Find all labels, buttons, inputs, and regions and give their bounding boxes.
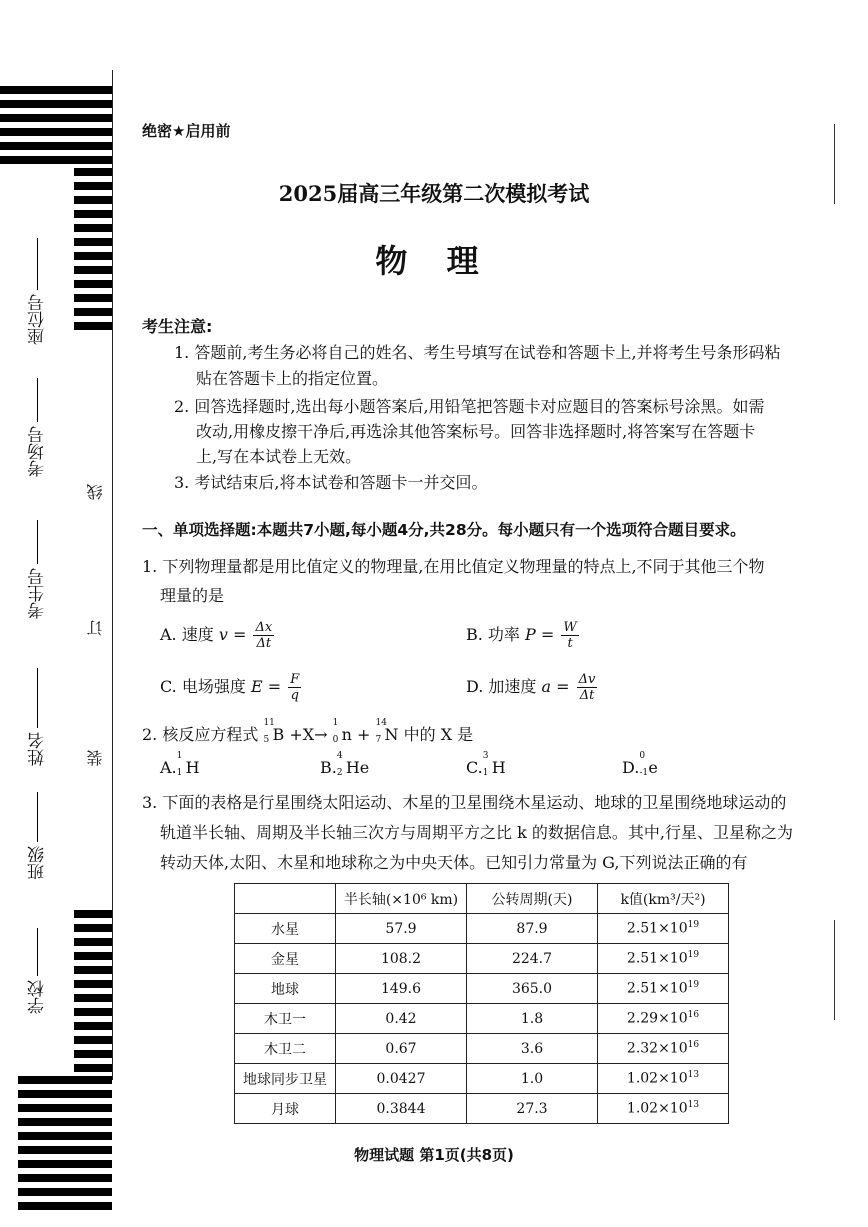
- table-cell-k-value: $2.51\times 10^{19}$: [598, 974, 729, 1004]
- question-2-stem: 2. 核反应方程式 11 5 B +X→ 1 0 n + 14 7 N 中的 X 是: [142, 718, 474, 745]
- barcode-stripe: [0, 142, 112, 150]
- subject-title: 物 理: [375, 242, 493, 280]
- table-cell: 57.9: [336, 914, 467, 944]
- table-cell: 0.67: [336, 1034, 467, 1064]
- table-cell-k-value: $2.32\times 10^{16}$: [598, 1034, 729, 1064]
- table-cell: 1.0: [467, 1064, 598, 1094]
- table-cell: 87.9: [467, 914, 598, 944]
- question-3-stem: 3. 下面的表格是行星围绕太阳运动、木星的卫星围绕木星运动、地球的卫星围绕地球运动的: [142, 793, 787, 812]
- q1-option-d: D. 加速度 a = $\frac{\Delta v}{\Delta t}$: [466, 672, 596, 703]
- barcode-stripe: [74, 1036, 112, 1044]
- table-row: [235, 914, 729, 944]
- orbital-data-table: [234, 883, 729, 1124]
- page-footer: 物理试题 第1页(共8页): [354, 1146, 514, 1164]
- table-cell: 0.3844: [336, 1094, 467, 1124]
- table-cell: 149.6: [336, 974, 467, 1004]
- binding-mark-staple: 订: [86, 620, 105, 636]
- barcode-stripe: [74, 1022, 112, 1030]
- table-header-cell: [235, 884, 336, 914]
- barcode-stripe: [74, 322, 112, 330]
- table-cell: 1.8: [467, 1004, 598, 1034]
- barcode-stripe: [74, 308, 112, 316]
- barcode-stripe: [74, 966, 112, 974]
- table-header-cell: 半长轴(×10⁶ km): [336, 884, 467, 914]
- question-1-stem: 1. 下列物理量都是用比值定义的物理量,在用比值定义物理量的特点上,不同于其他三个物: [142, 557, 765, 576]
- table-body: [235, 914, 729, 1124]
- q1-option-b: B. 功率 P = $\frac{W}{t}$: [466, 620, 577, 651]
- table-cell-k-value: $1.02\times 10^{13}$: [598, 1064, 729, 1094]
- barcode-stripe: [18, 1118, 112, 1126]
- exam-room-field: 考场号: [22, 378, 52, 481]
- barcode-stripe: [18, 1076, 112, 1084]
- table-cell: 地球同步卫星: [235, 1064, 336, 1094]
- barcode-stripe: [74, 224, 112, 232]
- table-row: [235, 1004, 729, 1034]
- table-cell: 金星: [235, 944, 336, 974]
- table-cell: 365.0: [467, 974, 598, 1004]
- q2-option-c: C. 3 1 H: [466, 751, 506, 778]
- question-3-stem: 转动天体,太阳、木星和地球称之为中央天体。已知引力常量为 G,下列说法正确的有: [160, 853, 748, 872]
- table-cell: 224.7: [467, 944, 598, 974]
- q1-option-a: A. 速度 v = $\frac{\Delta x}{\Delta t}$: [160, 620, 273, 651]
- barcode-stripe: [74, 210, 112, 218]
- notice-line: 贴在答题卡上的指定位置。: [196, 369, 389, 388]
- table-cell: 水星: [235, 914, 336, 944]
- barcode-stripe: [0, 156, 112, 164]
- q2-option-d: D. 0 -1 e: [622, 751, 658, 778]
- right-edge-mark: [834, 920, 835, 1020]
- binding-mark-bind: 装: [86, 750, 105, 766]
- table-row: [235, 1064, 729, 1094]
- section-heading: 一、单项选择题:本题共7小题,每小题4分,共28分。每小题只有一个选项符合题目要求。: [142, 521, 746, 539]
- barcode-stripe: [74, 952, 112, 960]
- table-row: [235, 1034, 729, 1064]
- school-field: 学校: [22, 928, 52, 1018]
- barcode-stripe: [0, 86, 112, 94]
- barcode-stripe: [18, 1188, 112, 1196]
- binding-mark-line: 线: [86, 484, 105, 500]
- barcode-stripe: [18, 1174, 112, 1182]
- table-cell: 木卫一: [235, 1004, 336, 1034]
- notice-title: 考生注意:: [142, 317, 213, 336]
- barcode-stripe: [74, 1050, 112, 1058]
- confidential-label: 绝密★启用前: [142, 122, 231, 140]
- table-cell: 月球: [235, 1094, 336, 1124]
- table-row: [235, 944, 729, 974]
- barcode-stripe: [0, 100, 112, 108]
- barcode-stripe: [0, 114, 112, 122]
- barcode-stripe: [18, 1090, 112, 1098]
- table-cell: 108.2: [336, 944, 467, 974]
- table-cell: 木卫二: [235, 1034, 336, 1064]
- table-header-row: [235, 884, 729, 914]
- class-field: 班级: [22, 792, 52, 884]
- barcode-stripe: [18, 1104, 112, 1112]
- barcode-stripe: [74, 1064, 112, 1072]
- table-cell: 0.0427: [336, 1064, 467, 1094]
- barcode-stripe: [74, 924, 112, 932]
- table-row: [235, 974, 729, 1004]
- barcode-stripe: [74, 168, 112, 176]
- table-row: [235, 1094, 729, 1124]
- barcode-stripe: [18, 1132, 112, 1140]
- notice-line: 3. 考试结束后,将本试卷和答题卡一并交回。: [174, 473, 488, 492]
- table-cell: 0.42: [336, 1004, 467, 1034]
- q2-option-a: A. 1 1 H: [160, 751, 200, 778]
- name-field: 姓名: [22, 668, 52, 770]
- barcode-stripe: [74, 980, 112, 988]
- table-cell: 3.6: [467, 1034, 598, 1064]
- barcode-stripe: [0, 128, 112, 136]
- barcode-stripe: [74, 910, 112, 918]
- notice-line: 上,写在本试卷上无效。: [196, 447, 362, 466]
- barcode-stripe: [74, 994, 112, 1002]
- exam-title: 2025届高三年级第二次模拟考试: [278, 181, 590, 206]
- candidate-number-field: 考生号: [22, 520, 52, 623]
- table-header-cell: 公转周期(天): [467, 884, 598, 914]
- table-cell-k-value: $2.51\times 10^{19}$: [598, 944, 729, 974]
- table-cell: 地球: [235, 974, 336, 1004]
- table-cell: 27.3: [467, 1094, 598, 1124]
- question-1-stem: 理量的是: [160, 586, 225, 605]
- q1-option-c: C. 电场强度 E = $\frac{F}{q}$: [160, 672, 300, 703]
- barcode-stripe: [74, 938, 112, 946]
- notice-line: 2. 回答选择题时,选出每小题答案后,用铅笔把答题卡对应题目的答案标号涂黑。如需: [174, 397, 765, 416]
- seat-number-field: 座位号: [22, 238, 52, 349]
- table-cell-k-value: $2.51\times 10^{19}$: [598, 914, 729, 944]
- notice-line: 改动,用橡皮擦干净后,再选涂其他答案标号。回答非选择题时,将答案写在答题卡: [196, 422, 756, 441]
- barcode-stripe: [74, 294, 112, 302]
- question-3-stem: 轨道半长轴、周期及半长轴三次方与周期平方之比 k 的数据信息。其中,行星、卫星称之为: [160, 823, 793, 842]
- q2-option-b: B. 4 2 He: [320, 751, 370, 778]
- table-cell-k-value: $2.29\times 10^{16}$: [598, 1004, 729, 1034]
- table-header-cell: k值(km³/天²): [598, 884, 729, 914]
- table-cell-k-value: $1.02\times 10^{13}$: [598, 1094, 729, 1124]
- barcode-stripe: [74, 1008, 112, 1016]
- barcode-stripe: [18, 1202, 112, 1210]
- binding-line: [112, 70, 113, 1080]
- notice-line: 1. 答题前,考生务必将自己的姓名、考生号填写在试卷和答题卡上,并将考生号条形码粘: [174, 343, 781, 362]
